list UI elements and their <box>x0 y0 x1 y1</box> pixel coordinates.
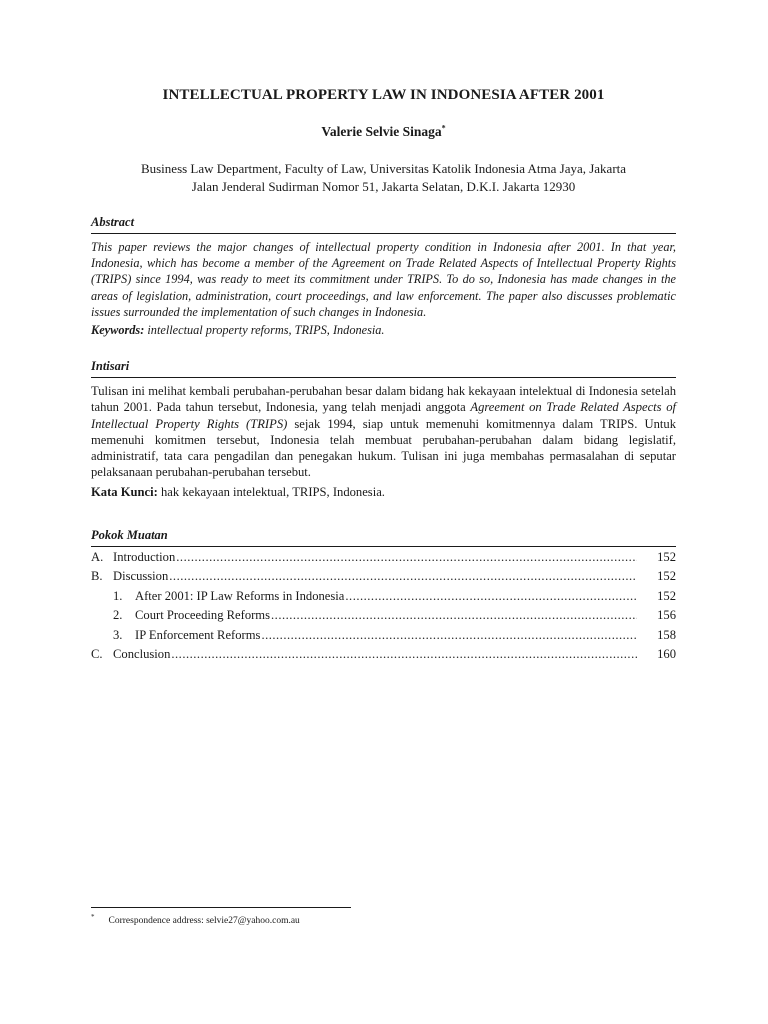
toc-label: Discussion <box>113 569 169 584</box>
toc-number: B. <box>91 569 103 584</box>
toc-label: After 2001: IP Law Reforms in Indonesia <box>135 588 345 603</box>
toc-page-number: 152 <box>657 588 676 603</box>
intisari-heading: Intisari <box>91 359 676 378</box>
abstract-heading: Abstract <box>91 215 676 234</box>
toc-label: IP Enforcement Reforms <box>135 627 261 642</box>
toc-entry[interactable] <box>91 589 676 608</box>
toc-page-number: 158 <box>657 627 676 642</box>
table-of-contents <box>91 550 676 666</box>
toc-leader-dots <box>345 589 637 604</box>
author-line <box>91 124 676 140</box>
toc-leader-dots <box>169 569 637 584</box>
abstract-section <box>91 239 676 338</box>
toc-number: C. <box>91 646 103 661</box>
footnote-text: Correspondence address: selvie27@yahoo.com.au <box>108 916 300 926</box>
affiliation-line-2: Jalan Jenderal Sudirman Nomor 51, Jakarta Selatan, D.K.I. Jakarta 12930 <box>191 179 576 194</box>
toc-label: Introduction <box>113 550 176 564</box>
toc-leader-dots <box>261 628 637 643</box>
author-footnote-mark: * <box>441 123 446 133</box>
paper-title: INTELLECTUAL PROPERTY LAW IN INDONESIA AFTER 2001 <box>162 87 605 103</box>
toc-leader-dots <box>171 647 637 662</box>
affiliation <box>91 160 676 196</box>
toc-page-number: 152 <box>657 569 676 584</box>
intisari-section <box>91 383 676 500</box>
toc-entry[interactable] <box>91 569 676 588</box>
affiliation-line-1: Business Law Department, Faculty of Law, Universitas Katolik Indonesia Atma Jaya, Jakarta <box>140 161 627 176</box>
abstract-keywords <box>91 322 676 338</box>
toc-entry[interactable] <box>91 628 676 647</box>
footnote <box>91 912 676 926</box>
toc-label: Conclusion <box>113 646 171 661</box>
toc-leader-dots <box>176 550 637 565</box>
intisari-text <box>91 383 676 481</box>
toc-leader-dots <box>271 608 637 623</box>
intisari-text-part1: Tulisan ini melihat kembali perubahan-perubahan besar dalam bidang hak kekayaan intelektual di Indonesia setelah tahun 2001. Pada tahun tersebut, Indonesia, yang telah menjadi anggota <box>91 384 676 415</box>
toc-page-number: 152 <box>657 550 676 564</box>
toc-entry[interactable] <box>91 647 676 666</box>
intisari-text-part2: sejak 1994, siap untuk memenuhi komitmennya dalam TRIPS. Untuk memenuhi komitmen tersebut, Indonesia telah membuat perubahan-perubahan dalam bidang legislatif, administratif, tata cara pengadilan dan penegakan hukum. Tulisan ini juga membahas permasalahan di seputar pelaksanaan perubahan-perubahan tersebut. <box>91 416 677 480</box>
toc-entry[interactable] <box>91 608 676 627</box>
toc-page-number: 156 <box>657 608 676 623</box>
keywords-value: intellectual property reforms, TRIPS, Indonesia. <box>147 323 385 338</box>
abstract-text: This paper reviews the major changes of intellectual property condition in Indonesia after 2001. In that year, Indonesia, which has become a member of the Agreement on Trade Related Aspects of Intellectual Property Rights (TRIPS) since 1994, was ready to meet its commitment under TRIPS. To do so, Indonesia has made changes in the areas of legislation, administration, court proceedings, and law enforcement. The paper also discusses problematic issues surrounded the implementation of such changes in Indonesia. <box>91 240 676 319</box>
toc-number: 2. <box>113 608 123 623</box>
toc-heading: Pokok Muatan <box>91 528 676 547</box>
toc-number: 1. <box>113 588 123 603</box>
kata-kunci-value: hak kekayaan intelektual, TRIPS, Indonesia. <box>160 484 385 499</box>
toc-page-number: 160 <box>657 646 676 661</box>
intisari-text-italic: Agreement on Trade Related Aspects of Intellectual Property Rights (TRIPS) <box>91 400 676 431</box>
footnote-mark: * <box>91 912 95 921</box>
toc-number: A. <box>91 550 104 564</box>
footnote-divider <box>91 907 351 908</box>
toc-number: 3. <box>113 627 123 642</box>
toc-entry[interactable] <box>91 550 676 569</box>
author-name: Valerie Selvie Sinaga <box>321 124 442 139</box>
keywords-label: Keywords: <box>91 323 145 338</box>
toc-label: Court Proceeding Reforms <box>135 608 271 623</box>
kata-kunci-label: Kata Kunci: <box>91 484 158 499</box>
intisari-keywords <box>91 484 676 500</box>
